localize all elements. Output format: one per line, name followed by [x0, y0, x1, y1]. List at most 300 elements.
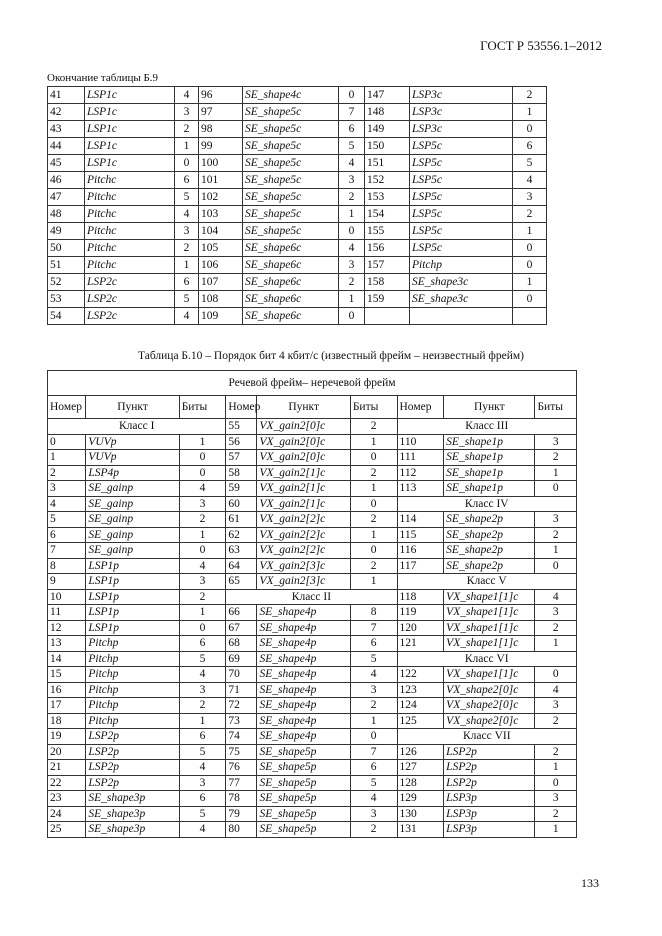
table-cell: 118 — [397, 589, 444, 605]
table-cell: 76 — [226, 760, 257, 776]
table-row — [48, 240, 547, 257]
table-cell: LSP2c — [85, 274, 175, 291]
table-cell: 41 — [48, 87, 85, 104]
table-cell: 22 — [48, 775, 86, 791]
table-cell: LSP2p — [86, 729, 179, 745]
col-header: Пункт — [86, 396, 179, 419]
table-row — [48, 450, 577, 466]
table-cell: 54 — [48, 308, 85, 325]
table-cell: SE_shape4p — [257, 713, 350, 729]
table-cell: Pitchc — [85, 240, 175, 257]
table-cell: VX_gain2[2]c — [257, 543, 350, 559]
table-cell: SE_shape1p — [444, 465, 535, 481]
table-cell: 2 — [350, 822, 397, 838]
table-cell: 4 — [179, 558, 226, 574]
class-header-cell: Класс I — [48, 419, 226, 435]
table-cell: 100 — [199, 155, 243, 172]
table-cell: LSP1p — [86, 558, 179, 574]
table-row — [48, 481, 577, 497]
table-cell: SE_shape4p — [257, 605, 350, 621]
table-cell: 0 — [179, 543, 226, 559]
table-cell: 2 — [535, 450, 577, 466]
table-cell — [410, 308, 513, 325]
table-cell: 2 — [535, 744, 577, 760]
table-cell: VX_gain2[1]c — [257, 496, 350, 512]
table-cell: 16 — [48, 682, 86, 698]
table-cell: 70 — [226, 667, 257, 683]
table-cell: LSP2p — [444, 760, 535, 776]
table-cell: 0 — [175, 155, 199, 172]
table-cell: 3 — [339, 257, 365, 274]
table-cell: SE_shape2p — [444, 527, 535, 543]
table-cell: 1 — [350, 713, 397, 729]
table-cell: 131 — [397, 822, 444, 838]
table-cell: SE_gainp — [86, 496, 179, 512]
col-header: Биты — [350, 396, 397, 419]
table-cell: SE_shape2p — [444, 543, 535, 559]
table-cell: 107 — [199, 274, 243, 291]
table-row — [48, 527, 577, 543]
table-cell: SE_shape5p — [257, 775, 350, 791]
table-cell: 77 — [226, 775, 257, 791]
table-cell: LSP4p — [86, 465, 179, 481]
table-cell: 55 — [226, 419, 257, 435]
table-cell: 10 — [48, 589, 86, 605]
table-cell: 6 — [339, 121, 365, 138]
table-cell: 0 — [513, 257, 547, 274]
table-row — [48, 155, 547, 172]
table-cell: 5 — [179, 744, 226, 760]
table-cell: 2 — [350, 465, 397, 481]
table-row — [48, 682, 577, 698]
table-cell: 4 — [339, 240, 365, 257]
table-cell: LSP1c — [85, 121, 175, 138]
table-cell: SE_shape3c — [410, 274, 513, 291]
table-row — [48, 791, 577, 807]
col-header: Пункт — [257, 396, 350, 419]
col-header: Номер — [48, 396, 86, 419]
table-cell: LSP2p — [444, 775, 535, 791]
table-cell: SE_shape4c — [243, 87, 339, 104]
table-cell: 123 — [397, 682, 444, 698]
table-cell: 11 — [48, 605, 86, 621]
table-cell: SE_shape6c — [243, 308, 339, 325]
table-cell: 66 — [226, 605, 257, 621]
table-cell: 4 — [535, 589, 577, 605]
table-cell: SE_shape5c — [243, 121, 339, 138]
table-cell: 1 — [175, 138, 199, 155]
table-cell: 0 — [179, 450, 226, 466]
table-cell: 3 — [535, 698, 577, 714]
table-cell: 0 — [179, 465, 226, 481]
table-cell: 67 — [226, 620, 257, 636]
table-cell: 78 — [226, 791, 257, 807]
table-cell: 58 — [226, 465, 257, 481]
table-cell: VX_gain2[0]c — [257, 450, 350, 466]
table-cell: 129 — [397, 791, 444, 807]
table-cell: 4 — [513, 172, 547, 189]
table-cell: LSP3p — [444, 791, 535, 807]
table-cell: VX_gain2[2]c — [257, 527, 350, 543]
table-cell: 6 — [513, 138, 547, 155]
table-cell: LSP5c — [410, 223, 513, 240]
table-cell: 51 — [48, 257, 85, 274]
table-cell: 44 — [48, 138, 85, 155]
table-cell: 45 — [48, 155, 85, 172]
table-cell: 53 — [48, 291, 85, 308]
table-cell: 2 — [350, 512, 397, 528]
table-cell: SE_shape6c — [243, 257, 339, 274]
class-header-cell: Класс III — [397, 419, 577, 435]
table-cell: 4 — [179, 760, 226, 776]
table-cell: 1 — [535, 822, 577, 838]
table-cell: 21 — [48, 760, 86, 776]
table-cell: LSP2c — [85, 308, 175, 325]
table-cell: 5 — [350, 651, 397, 667]
table-cell: SE_gainp — [86, 512, 179, 528]
table-cell: 4 — [339, 155, 365, 172]
table-cell: Pitchc — [85, 189, 175, 206]
table-cell: 101 — [199, 172, 243, 189]
table-cell: 150 — [365, 138, 410, 155]
table-cell: 7 — [339, 104, 365, 121]
table-cell: 149 — [365, 121, 410, 138]
table-cell: LSP1p — [86, 574, 179, 590]
table-cell: 121 — [397, 636, 444, 652]
table-cell: 4 — [175, 206, 199, 223]
table-cell: 6 — [350, 636, 397, 652]
table-cell: 1 — [179, 605, 226, 621]
table-cell: 1 — [350, 527, 397, 543]
table-cell: 3 — [48, 481, 86, 497]
table-cell: 124 — [397, 698, 444, 714]
table-cell: 102 — [199, 189, 243, 206]
table-cell: 1 — [535, 543, 577, 559]
table-cell: LSP1p — [86, 620, 179, 636]
table-cell: 23 — [48, 791, 86, 807]
table-cell: 103 — [199, 206, 243, 223]
table-row — [48, 698, 577, 714]
table-cell: 1 — [339, 291, 365, 308]
table-cell: SE_shape4p — [257, 620, 350, 636]
table-cell: Pitchc — [85, 206, 175, 223]
table-cell: 151 — [365, 155, 410, 172]
table-cell: 3 — [535, 791, 577, 807]
table-cell: VX_shape2[0]c — [444, 698, 535, 714]
table-cell: 1 — [350, 481, 397, 497]
table-cell: 154 — [365, 206, 410, 223]
table-cell: 116 — [397, 543, 444, 559]
table-cell: 5 — [350, 775, 397, 791]
table-cell: 148 — [365, 104, 410, 121]
table-cell: 1 — [350, 574, 397, 590]
table-cell: Pitchc — [85, 172, 175, 189]
table-row — [48, 760, 577, 776]
table-row — [48, 419, 577, 435]
table-cell: 97 — [199, 104, 243, 121]
table-cell: LSP3p — [444, 806, 535, 822]
table-cell: 105 — [199, 240, 243, 257]
table-cell: VX_gain2[0]c — [257, 434, 350, 450]
table-cell: 1 — [175, 257, 199, 274]
table-cell: 59 — [226, 481, 257, 497]
table-cell: 126 — [397, 744, 444, 760]
table-cell: 18 — [48, 713, 86, 729]
table-cell: LSP2c — [85, 291, 175, 308]
table-cell: 122 — [397, 667, 444, 683]
col-header: Номер — [226, 396, 257, 419]
table-cell: LSP3p — [444, 822, 535, 838]
table-cell: VUVp — [86, 450, 179, 466]
table-cell: 1 — [179, 527, 226, 543]
table-cell: SE_shape4p — [257, 698, 350, 714]
table-cell: 65 — [226, 574, 257, 590]
table-cell: 5 — [513, 155, 547, 172]
table-cell: 13 — [48, 636, 86, 652]
table-row — [48, 87, 547, 104]
table-cell: SE_gainp — [86, 543, 179, 559]
table-cell: LSP1c — [85, 155, 175, 172]
table-cell: SE_shape4p — [257, 682, 350, 698]
table-cell: 4 — [535, 682, 577, 698]
table-cell: 3 — [175, 223, 199, 240]
table-cell: 1 — [513, 104, 547, 121]
table-cell: Pitchp — [86, 698, 179, 714]
table-cell: 2 — [179, 589, 226, 605]
table-cell: 106 — [199, 257, 243, 274]
table-cell: SE_gainp — [86, 527, 179, 543]
col-header: Биты — [535, 396, 577, 419]
table-cell: LSP1c — [85, 104, 175, 121]
table-cell: 17 — [48, 698, 86, 714]
table-cell: LSP1p — [86, 589, 179, 605]
table-cell: 0 — [535, 481, 577, 497]
table-cell: 2 — [48, 465, 86, 481]
table-cell: SE_shape6c — [243, 240, 339, 257]
table-cell: 1 — [535, 760, 577, 776]
table-cell: 5 — [175, 189, 199, 206]
table-cell: 108 — [199, 291, 243, 308]
table-cell: 2 — [339, 189, 365, 206]
table-cell: Pitchp — [86, 636, 179, 652]
table-cell: 12 — [48, 620, 86, 636]
table-cell: 25 — [48, 822, 86, 838]
col-header: Номер — [397, 396, 444, 419]
class-header-cell: Класс VII — [397, 729, 577, 745]
table-cell: 3 — [179, 574, 226, 590]
table-cell: SE_shape5c — [243, 223, 339, 240]
table-cell: 1 — [339, 206, 365, 223]
table-cell: SE_shape5c — [243, 189, 339, 206]
table-cell: 7 — [350, 744, 397, 760]
table-cell: 156 — [365, 240, 410, 257]
table-cell: LSP3c — [410, 104, 513, 121]
table-cell: 0 — [350, 496, 397, 512]
table-cell: 3 — [350, 806, 397, 822]
table-cell: 9 — [48, 574, 86, 590]
table-cell: 157 — [365, 257, 410, 274]
table-row — [48, 104, 547, 121]
table-cell: 0 — [535, 775, 577, 791]
table-row — [48, 589, 577, 605]
table-cell: Pitchp — [86, 667, 179, 683]
table-cell: 117 — [397, 558, 444, 574]
table-cell: SE_shape4p — [257, 636, 350, 652]
table-cell: 159 — [365, 291, 410, 308]
table-cell: 6 — [179, 729, 226, 745]
table-cell: 2 — [350, 698, 397, 714]
table-cell: 0 — [535, 558, 577, 574]
table-cell: SE_shape3p — [86, 806, 179, 822]
table-cell: 115 — [397, 527, 444, 543]
table-cell: 158 — [365, 274, 410, 291]
table-cell: 3 — [179, 775, 226, 791]
table-cell: 110 — [397, 434, 444, 450]
table-cell: 125 — [397, 713, 444, 729]
table-cell: 2 — [350, 419, 397, 435]
table-cell: 119 — [397, 605, 444, 621]
table-cell: 14 — [48, 651, 86, 667]
table-cell: 0 — [179, 620, 226, 636]
table-row — [48, 223, 547, 240]
table-cell: 8 — [48, 558, 86, 574]
table-row — [48, 651, 577, 667]
table-cell: 4 — [179, 481, 226, 497]
table-cell: 60 — [226, 496, 257, 512]
table-row — [48, 744, 577, 760]
table-cell: 3 — [179, 496, 226, 512]
table-cell: 42 — [48, 104, 85, 121]
table-cell: 147 — [365, 87, 410, 104]
table-cell: 111 — [397, 450, 444, 466]
table-cell: SE_shape6c — [243, 291, 339, 308]
table-cell: 5 — [48, 512, 86, 528]
table-cell: 0 — [339, 87, 365, 104]
table-row — [48, 543, 577, 559]
table-cell: 2 — [175, 240, 199, 257]
table-row — [48, 775, 577, 791]
table-cell: 0 — [513, 121, 547, 138]
table-cell: 114 — [397, 512, 444, 528]
table-cell: LSP5c — [410, 155, 513, 172]
table-row — [48, 434, 577, 450]
table-cell: 2 — [350, 558, 397, 574]
table-row — [48, 465, 577, 481]
table-cell: LSP2p — [86, 775, 179, 791]
table-cell: 4 — [175, 87, 199, 104]
table-row — [48, 806, 577, 822]
table-cell: 5 — [175, 291, 199, 308]
table-cell: 2 — [535, 620, 577, 636]
table-cell: SE_shape5p — [257, 744, 350, 760]
table-cell: 1 — [179, 434, 226, 450]
table-cell: 3 — [175, 104, 199, 121]
table-cell: 2 — [535, 713, 577, 729]
table-cell: 153 — [365, 189, 410, 206]
table-cell: VX_gain2[3]c — [257, 558, 350, 574]
table-cell: Pitchp — [86, 713, 179, 729]
table-cell: LSP5c — [410, 206, 513, 223]
table-cell: 6 — [350, 760, 397, 776]
table-cell: SE_shape3c — [410, 291, 513, 308]
table-cell: Pitchc — [85, 223, 175, 240]
table-cell: Pitchp — [86, 682, 179, 698]
table-b10-caption: Таблица Б.10 – Порядок бит 4 кбит/с (известный фрейм – неизвестный фрейм) — [138, 350, 524, 362]
table-cell: 8 — [350, 605, 397, 621]
table-cell: 4 — [350, 791, 397, 807]
table-cell: SE_shape5c — [243, 138, 339, 155]
table-cell: SE_shape1p — [444, 450, 535, 466]
table-row — [48, 822, 577, 838]
table-cell: 112 — [397, 465, 444, 481]
table-cell: SE_shape4p — [257, 651, 350, 667]
table-b9-caption: Окончание таблицы Б.9 — [47, 72, 159, 84]
table-row — [48, 512, 577, 528]
table-cell — [513, 308, 547, 325]
table-cell: SE_shape1p — [444, 434, 535, 450]
table-cell: 0 — [350, 543, 397, 559]
table-cell: 0 — [339, 308, 365, 325]
table-cell: LSP5c — [410, 138, 513, 155]
table-cell: 5 — [179, 651, 226, 667]
table-cell: 1 — [350, 434, 397, 450]
table-row — [48, 257, 547, 274]
table-b10-title-row: Речевой фрейм– неречевой фрейм — [48, 371, 577, 396]
table-cell: SE_shape5c — [243, 104, 339, 121]
table-cell: SE_gainp — [86, 481, 179, 497]
table-cell: 1 — [48, 450, 86, 466]
table-row — [48, 558, 577, 574]
class-header-cell: Класс VI — [397, 651, 577, 667]
table-cell: 52 — [48, 274, 85, 291]
table-row — [48, 574, 577, 590]
standard-designation: ГОСТ Р 53556.1–2012 — [480, 38, 602, 53]
table-cell: 5 — [339, 138, 365, 155]
table-cell: LSP5c — [410, 172, 513, 189]
table-cell: 3 — [535, 512, 577, 528]
table-cell: SE_shape5p — [257, 822, 350, 838]
table-cell: 47 — [48, 189, 85, 206]
table-cell: SE_shape6c — [243, 274, 339, 291]
table-cell: 99 — [199, 138, 243, 155]
table-cell: 7 — [350, 620, 397, 636]
table-cell: LSP1p — [86, 605, 179, 621]
table-cell: LSP5c — [410, 189, 513, 206]
table-cell: 15 — [48, 667, 86, 683]
table-cell: 1 — [513, 223, 547, 240]
table-cell: 62 — [226, 527, 257, 543]
table-cell: 0 — [350, 450, 397, 466]
table-row — [48, 274, 547, 291]
table-cell: 4 — [350, 667, 397, 683]
table-cell: VX_shape1[1]c — [444, 605, 535, 621]
table-cell: VX_gain2[0]c — [257, 419, 350, 435]
table-cell: LSP3c — [410, 87, 513, 104]
table-cell: 20 — [48, 744, 86, 760]
table-cell: 0 — [339, 223, 365, 240]
table-row — [48, 713, 577, 729]
table-cell: 130 — [397, 806, 444, 822]
table-cell: 71 — [226, 682, 257, 698]
table-cell: Pitchp — [86, 651, 179, 667]
table-cell: 2 — [179, 698, 226, 714]
table-cell: 96 — [199, 87, 243, 104]
table-cell: 74 — [226, 729, 257, 745]
table-cell: 24 — [48, 806, 86, 822]
table-cell: 127 — [397, 760, 444, 776]
table-cell: 155 — [365, 223, 410, 240]
col-header: Биты — [179, 396, 226, 419]
